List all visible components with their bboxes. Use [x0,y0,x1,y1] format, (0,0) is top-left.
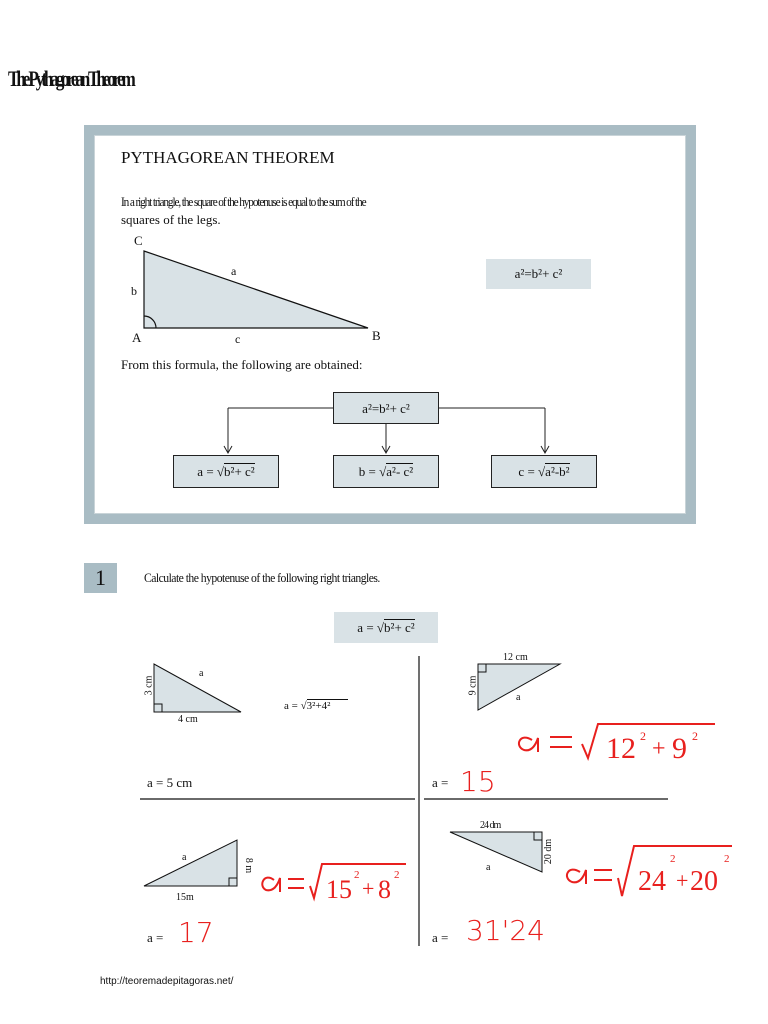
side-a-label: a [231,264,237,278]
exercise-formula-left: a = [357,620,374,635]
p2-answer-label: a = [432,775,449,790]
p2-leg1: 12 cm [503,652,528,663]
p3-answer-label: a = [147,930,164,945]
svg-text:9: 9 [672,732,687,765]
svg-text:2: 2 [640,729,646,743]
derived-b-root: a²- c² [386,464,414,479]
p1-leg2: 4 cm [178,714,198,725]
derived-a-root: b²+ c² [224,464,255,479]
main-triangle [144,251,368,328]
p3-hyp: a [182,852,187,863]
exercise-formula-root: b²+ c² [384,620,415,635]
theory-intro-line2: squares of the legs. [121,212,221,227]
derived-intro: From this formula, the following are obtained: [121,357,363,372]
sqrt-icon: √ [379,464,387,479]
p1-leg1: 3 cm [143,675,155,696]
derived-c-root: a²-b² [545,464,570,479]
p4-leg2: 20 dm [543,838,555,865]
derived-c-left: c = [518,464,535,479]
svg-text:+: + [676,868,689,893]
p4-answer-handwritten: 31'24 [466,914,545,947]
sqrt-icon: √ [538,464,546,479]
p2-hand-work-text: 12 [606,732,636,765]
p4-leg1: 24 dm [480,820,501,831]
p3-leg2: 15m [176,892,194,903]
derived-formula-a [173,455,279,488]
derived-formula-c [491,455,597,488]
p1-answer: a = 5 cm [147,775,193,790]
p2-handwritten-work [510,720,720,770]
svg-text:20: 20 [690,866,718,897]
theory-heading: PYTHAGOREAN THEOREM [121,148,335,167]
derived-a-left: a = [197,464,214,479]
p1-work-left: a = [284,700,298,712]
svg-text:2: 2 [354,869,360,881]
p2-answer-handwritten: 15 [460,765,496,798]
p4-hand-work-text: 24 [638,866,666,897]
side-c-label: c [235,332,241,346]
p1-work-root: 3²+4² [307,699,349,712]
root-formula: a²=b²+ c² [333,392,439,424]
p3-handwritten-work [256,858,416,906]
vertex-b: B [372,328,381,343]
vertex-a: A [132,330,142,345]
problem4-triangle [444,828,549,876]
exercise-instruction: Calculate the hypotenuse of the following right triangles. [144,570,380,585]
exercise-number: 1 [84,563,117,593]
p1-work [284,700,348,712]
p1-hyp: a [199,668,204,679]
page-title: The Pythagorean Theorem [8,66,133,91]
svg-text:2: 2 [670,853,676,865]
p4-hyp: a [486,862,491,873]
svg-text:2: 2 [692,729,698,743]
derived-formula-b [333,455,439,488]
derived-b-left: b = [358,464,376,479]
exercise-formula [334,612,438,643]
p2-hyp: a [516,692,521,703]
p4-handwritten-work [560,840,738,902]
svg-text:2: 2 [394,869,400,881]
vertex-c: C [134,233,143,248]
p3-leg1: 8 m [243,857,255,874]
sqrt-icon: √ [376,620,385,635]
sqrt-icon: √ [216,464,225,479]
footer-url[interactable]: http://teoremadepitagoras.net/ [100,976,234,987]
p4-answer-label: a = [432,930,449,945]
p3-answer-handwritten: 17 [178,916,214,949]
svg-text:8: 8 [378,875,391,904]
p3-hand-work-text: 15 [326,875,352,904]
theory-intro-line1: In a right triangle, the square of the hypotenuse is equal to the sum of the [121,194,366,209]
side-b-label: b [131,284,137,298]
sqrt-icon: √ [300,700,307,712]
p2-leg2: 9 cm [467,675,479,696]
svg-text:+: + [652,736,666,762]
main-formula: a²=b²+ c² [486,259,591,289]
problem3-triangle [140,836,245,891]
svg-text:+: + [362,876,375,901]
svg-text:2: 2 [724,853,730,865]
problem2-triangle [474,660,566,715]
main-triangle-figure [120,230,390,350]
